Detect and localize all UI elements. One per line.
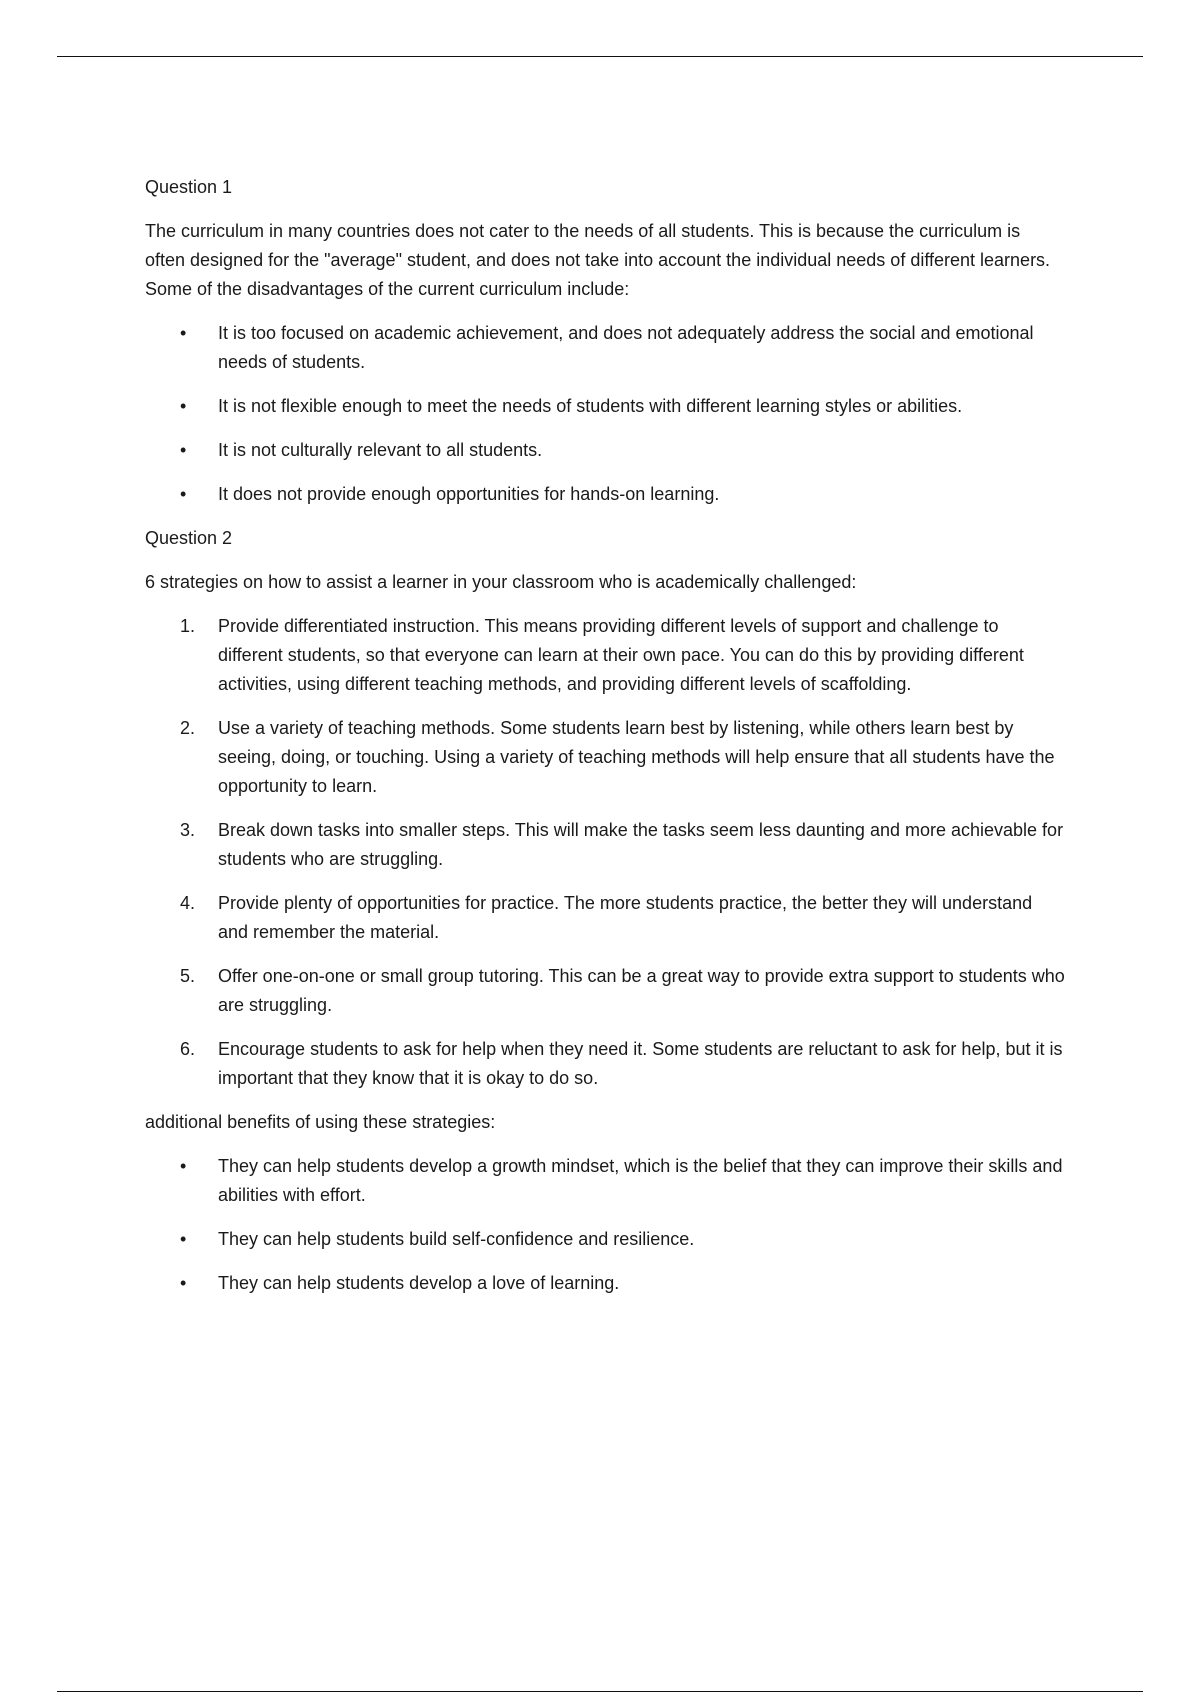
list-item (145, 1152, 1065, 1210)
list-item-text: Break down tasks into smaller steps. This will make the tasks seem less daunting and more achievable for students who are struggling. (218, 820, 1064, 869)
list-item (145, 714, 1065, 801)
list-item (145, 436, 1065, 465)
list-item-text: It is not flexible enough to meet the needs of students with different learning styles or abilities. (218, 396, 963, 416)
footer-rule (57, 1691, 1143, 1692)
list-item-text: It is not culturally relevant to all students. (218, 440, 543, 460)
bullet-icon: • (180, 1229, 187, 1249)
strategies-list (145, 612, 1065, 1093)
disadvantages-list (145, 319, 1065, 509)
list-item (145, 816, 1065, 874)
list-item-number: 3. (180, 820, 196, 840)
list-item (145, 1035, 1065, 1093)
list-item-number: 4. (180, 893, 196, 913)
bullet-icon: • (180, 396, 187, 416)
question-2-intro: 6 strategies on how to assist a learner in your classroom who is academically challenged: (145, 572, 857, 592)
bullet-icon: • (180, 440, 187, 460)
list-item (145, 392, 1065, 421)
header-rule (57, 56, 1143, 57)
list-item-number: 2. (180, 718, 196, 738)
list-item-number: 1. (180, 616, 196, 636)
document-body (145, 173, 1065, 1313)
list-item-text: It is too focused on academic achievement, and does not adequately address the social and emotional needs of students. (218, 323, 1034, 372)
bullet-icon: • (180, 1156, 187, 1176)
list-item-text: Provide differentiated instruction. This means providing different levels of support and challenge to different students, so that everyone can learn at their own pace. You can do this by providing different activities, using different teaching methods, and providing different levels of scaffolding. (218, 616, 1024, 694)
list-item-text: Encourage students to ask for help when they need it. Some students are reluctant to ask for help, but it is important that they know that it is okay to do so. (218, 1039, 1063, 1088)
bullet-icon: • (180, 323, 187, 343)
list-item-text: Offer one-on-one or small group tutoring. This can be a great way to provide extra support to students who are struggling. (218, 966, 1065, 1015)
benefits-list (145, 1152, 1065, 1298)
list-item (145, 889, 1065, 947)
bullet-icon: • (180, 1273, 187, 1293)
bullet-icon: • (180, 484, 187, 504)
question-2-heading: Question 2 (145, 528, 233, 548)
list-item (145, 1225, 1065, 1254)
question-1-heading: Question 1 (145, 177, 233, 197)
list-item-number: 5. (180, 966, 196, 986)
list-item (145, 1269, 1065, 1298)
list-item (145, 962, 1065, 1020)
list-item (145, 480, 1065, 509)
list-item-number: 6. (180, 1039, 196, 1059)
list-item (145, 319, 1065, 377)
list-item-text: Use a variety of teaching methods. Some students learn best by listening, while others learn best by seeing, doing, or touching. Using a variety of teaching methods will help ensure that all students have the opportunity to learn. (218, 718, 1055, 796)
list-item-text: It does not provide enough opportunities for hands-on learning. (218, 484, 720, 504)
list-item-text: Provide plenty of opportunities for practice. The more students practice, the better they will understand and remember the material. (218, 893, 1033, 942)
question-1-intro: The curriculum in many countries does not cater to the needs of all students. This is because the curriculum is often designed for the "average" student, and does not take into account the individual needs of different learners. Some of the disadvantages of the current curriculum include: (145, 221, 1051, 299)
benefits-intro: additional benefits of using these strategies: (145, 1112, 496, 1132)
list-item-text: They can help students build self-confidence and resilience. (218, 1229, 695, 1249)
list-item-text: They can help students develop a growth mindset, which is the belief that they can improve their skills and abilities with effort. (218, 1156, 1063, 1205)
list-item-text: They can help students develop a love of learning. (218, 1273, 620, 1293)
list-item (145, 612, 1065, 699)
